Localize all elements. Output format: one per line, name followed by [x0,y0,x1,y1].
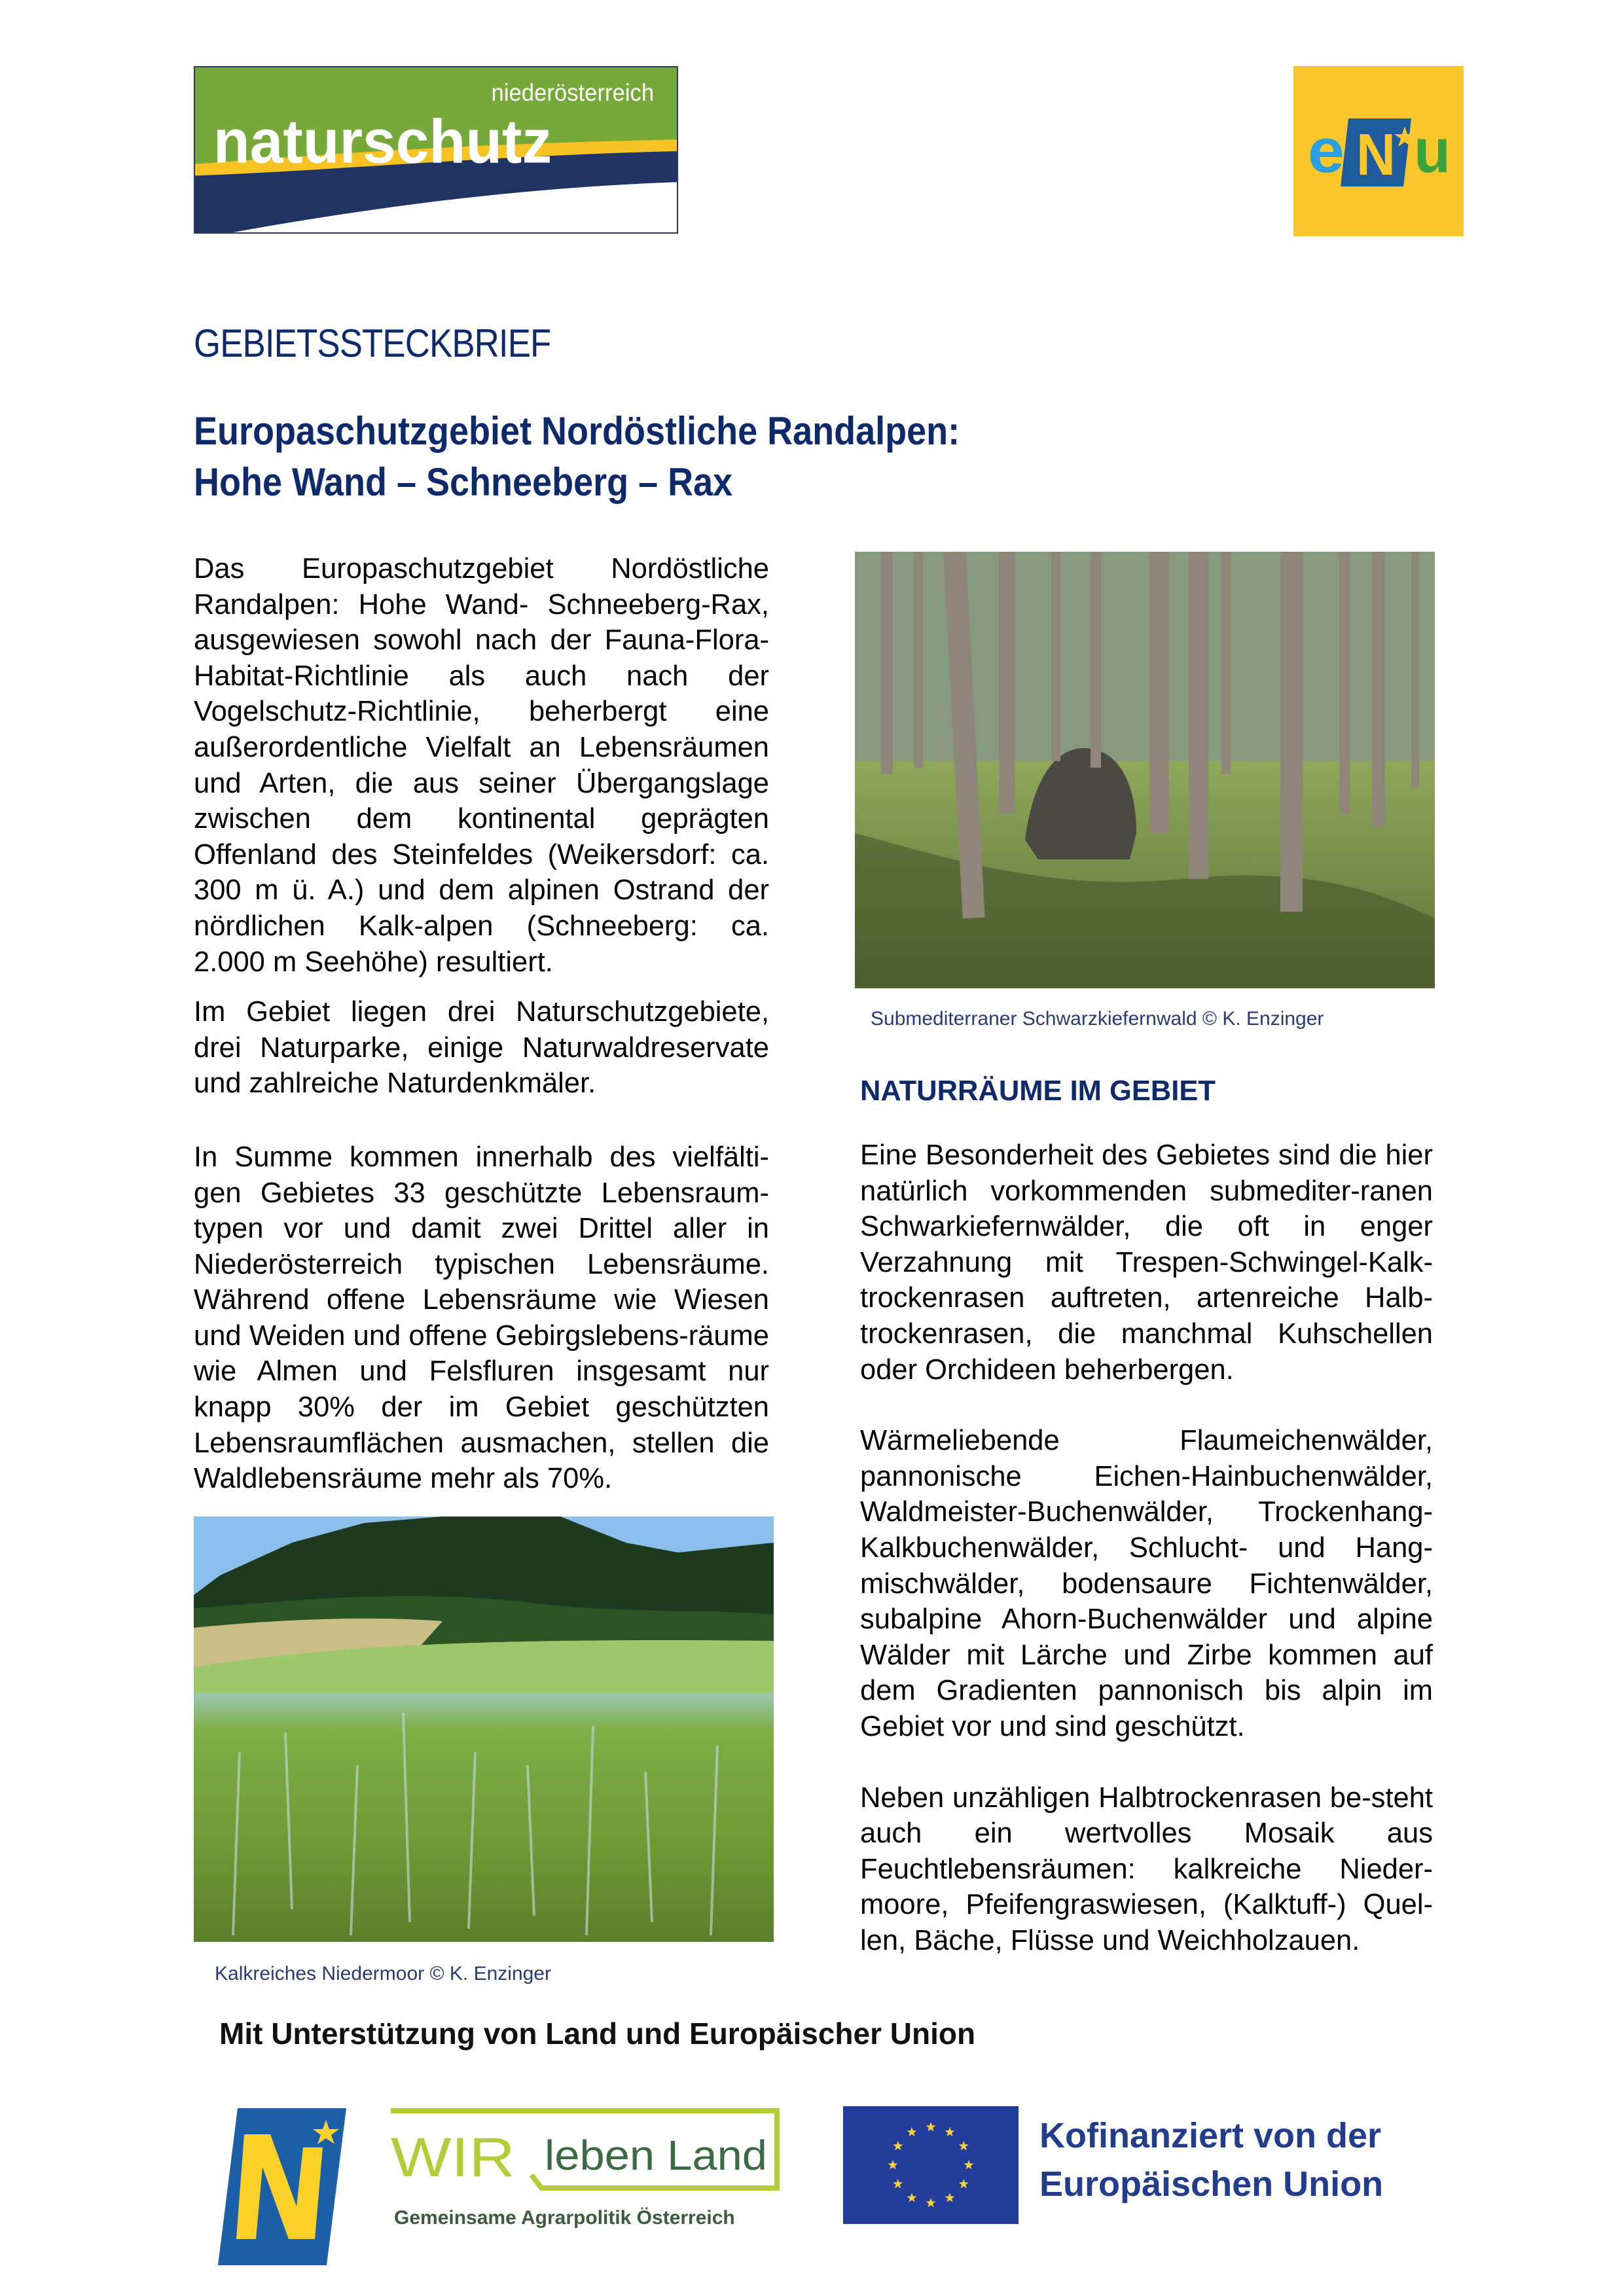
forest-types-paragraph: Wärmeliebende Flaumeichenwälder, pannonische Eichen-Hainbuchenwälder, Waldmeister-Buchenwälder, Trockenhang-Kalkbuchenwälder, Schlucht- und Hang-mischwälder, bodensaure Fichtenwälder, subalpine Ahorn-Buchenwälder und alpine Wälder mit Lärche und Zirbe kommen auf dem Gradienten pannonisch bis alpin im Gebiet vor und sind geschützt. [860,1425,1433,1742]
left-text-column [194,551,769,1497]
enu-letter-e: e [1308,116,1344,186]
page-title [194,406,960,508]
lower-austria-logo [218,2108,346,2265]
leben-land-word: leben Land [545,2132,767,2179]
meadow-photo-caption: Kalkreiches Niedermoor © K. Enzinger [215,1963,551,1984]
eu-cofunding-text [1039,2111,1383,2208]
logo-region-text: niederösterreich [491,79,655,107]
meadow-photo [194,1516,774,1942]
pine-forest-paragraph: Eine Besonderheit des Gebietes sind die hier natürlich vorkommenden submediter-ranen Schwarkiefernwälder, die oft in enger Verzahnung mit Trespen-Schwingel-Kalk-trockenrasen auftreten, artenreiche Halb-trockenrasen, die manchmal Kuhschellen oder Orchideen beherbergen. [860,1139,1433,1386]
enu-letter-u: u [1414,116,1451,186]
wir-subtitle: Gemeinsame Agrarpolitik Österreich [394,2207,735,2229]
naturschutz-logo [194,66,678,234]
right-text-column [860,1073,1433,1958]
eu-text-line-2: Europäischen Union [1039,2164,1384,2204]
wir-word: WIR [391,2126,515,2188]
forest-photo-caption: Submediterraner Schwarzkiefernwald © K. Enzinger [871,1008,1324,1030]
intro-paragraph: Das Europaschutzgebiet Nordöstliche Randalpen: Hohe Wand- Schneeberg-Rax, ausgewiesen sowohl nach der Fauna-Flora-Habitat-Richtlinie als auch nach der Vogelschutz-Richtlinie, beherbergt eine außerordentliche Vielfalt an Lebensräumen und Arten, die aus seiner Übergangslage zwischen dem kontinental geprägten Offenland des Steinfeldes (Weikersdorf: ca. 300 m ü. A.) und dem alpinen Ostrand der nördlichen Kalk-alpen (Schneeberg: ca. 2.000 m Seehöhe) resultiert. [194,553,769,978]
title-line-2: Hohe Wand – Schneeberg – Rax [194,460,733,504]
enu-letter-n: N [1356,122,1396,188]
document-type-label: GEBIETSSTECKBRIEF [194,321,551,365]
habitat-types-paragraph: In Summe kommen innerhalb des vielfälti-gen Gebietes 33 geschützte Lebensraum-typen vor und damit zwei Drittel aller in Niederösterreich typischen Lebensräume. Während offene Lebensräume wie Wiesen und Weiden und offene Gebirgslebens-räume wie Almen und Felsfluren insgesamt nur knapp 30% der im Gebiet geschützten Lebensraumflächen ausmachen, stellen die Waldlebensräume mehr als 70%. [194,1141,769,1495]
section-heading-natural-areas: NATURRÄUME IM GEBIET [860,1075,1216,1107]
wir-leben-land-logo [391,2104,784,2196]
enu-logo [1293,66,1464,236]
logo-brand-text: naturschutz [213,107,552,177]
protected-areas-paragraph: Im Gebiet liegen drei Naturschutzgebiete, drei Naturparke, einige Naturwaldreservate und zahlreiche Naturdenkmäler. [194,996,769,1100]
funding-support-line: Mit Unterstützung von Land und Europäischer Union [219,2017,976,2051]
eu-text-line-1: Kofinanziert von der [1039,2116,1382,2155]
forest-photo [855,552,1435,988]
wetlands-paragraph: Neben unzähligen Halbtrockenrasen be-steht auch ein wertvolles Mosaik aus Feuchtlebensräumen: kalkreiche Nieder-moore, Pfeifengraswiesen, (Kalktuff-) Quel-len, Bäche, Flüsse und Weichholzauen. [860,1782,1433,1956]
title-line-1: Europaschutzgebiet Nordöstliche Randalpen: [194,409,960,453]
eu-flag-icon [843,2106,1019,2224]
